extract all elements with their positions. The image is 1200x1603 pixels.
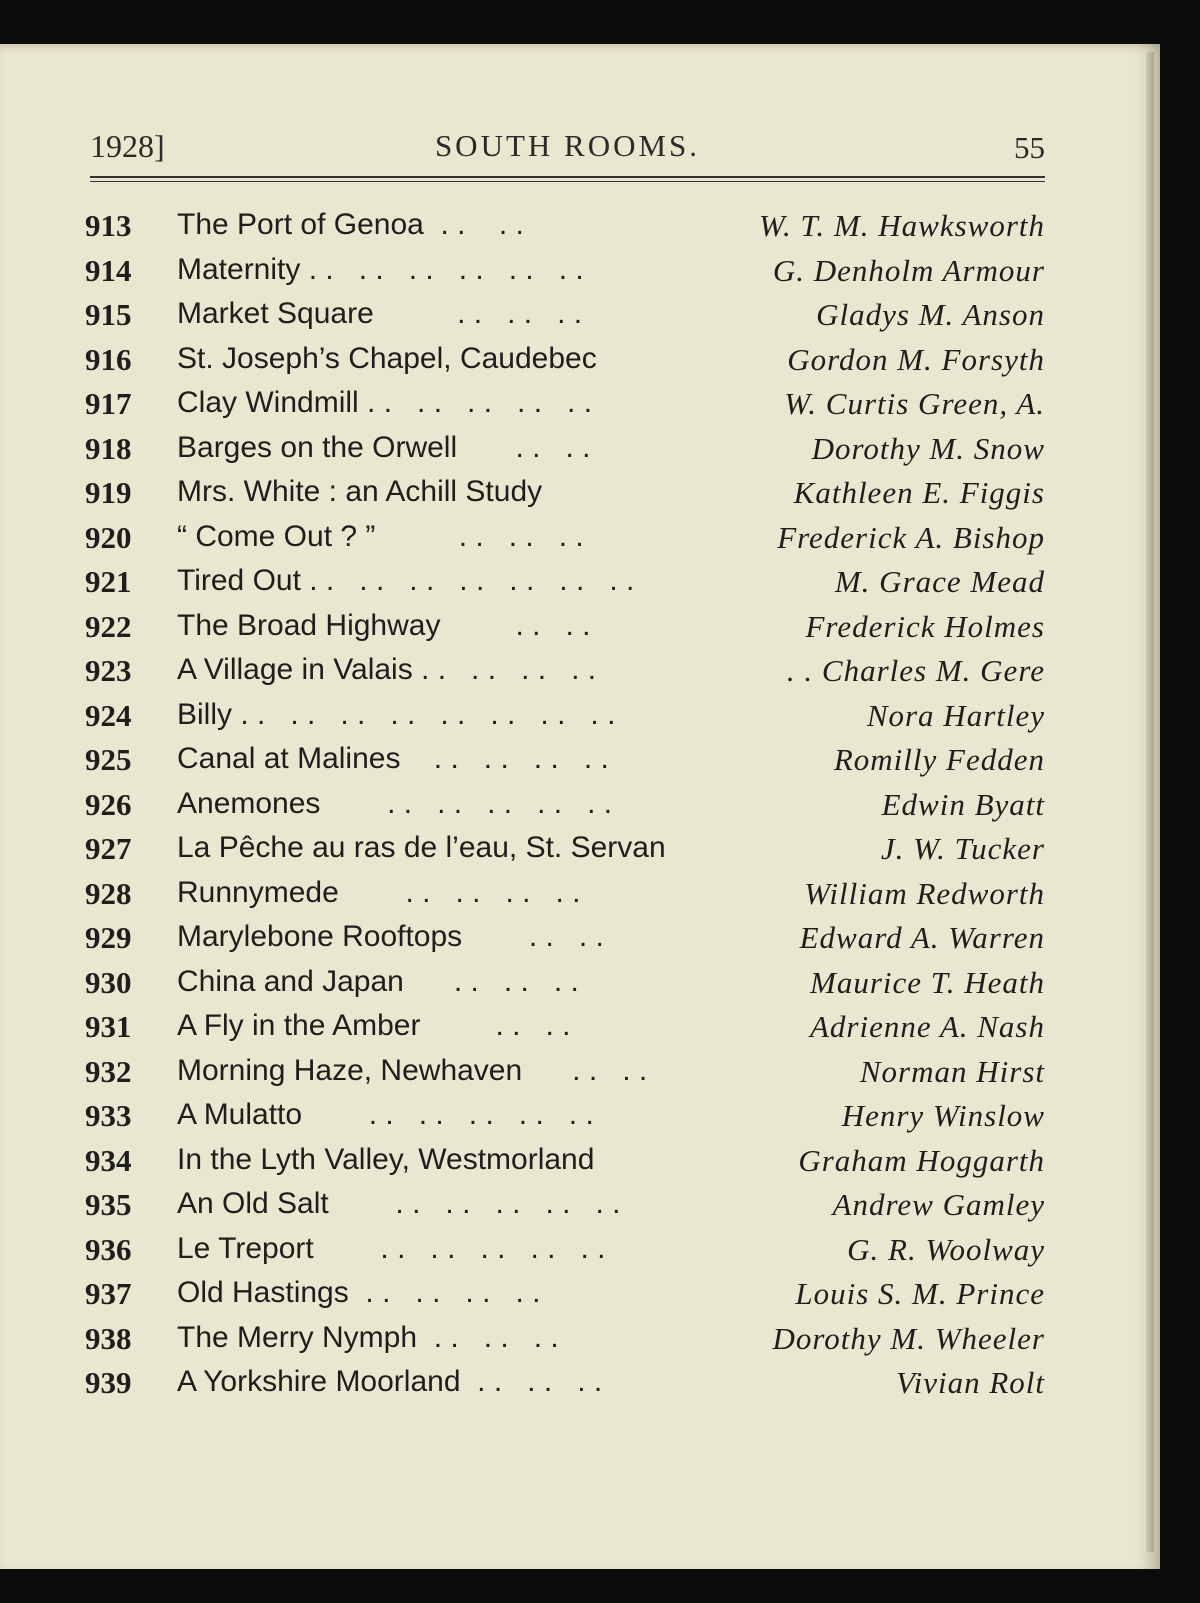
catalogue-entry (85, 431, 1045, 476)
catalogue-entry (85, 1365, 1045, 1410)
entry-title: Canal at Malines . . . . . . . . (177, 742, 609, 775)
entry-artist: Dorothy M. Snow (811, 430, 1045, 466)
entry-number: 928 (85, 875, 132, 911)
entry-number: 913 (85, 208, 132, 243)
entry-title: Anemones . . . . . . . . . . (177, 786, 613, 820)
catalogue-entry (85, 1232, 1045, 1277)
entry-number: 914 (85, 252, 132, 288)
entry-number: 933 (85, 1098, 132, 1133)
entry-title: Billy . . . . . . . . . . . . . . . . (177, 697, 616, 731)
entry-title: Maternity . . . . . . . . . . . . (177, 252, 584, 286)
catalogue-entry (85, 876, 1045, 921)
catalogue-entry (85, 653, 1045, 698)
entry-number: 937 (85, 1276, 132, 1311)
entry-number: 918 (85, 430, 132, 466)
entry-title: A Yorkshire Moorland . . . . . . (177, 1365, 603, 1398)
catalogue-entry (85, 475, 1045, 520)
entry-title: Barges on the Orwell . . . . (177, 430, 591, 464)
entry-title: St. Joseph’s Chapel, Caudebec (177, 341, 597, 375)
entry-number: 939 (85, 1365, 132, 1400)
entry-number: 923 (85, 653, 132, 688)
entry-title: Le Treport . . . . . . . . . . (177, 1231, 606, 1265)
entry-artist: W. T. M. Hawksworth (759, 208, 1045, 243)
catalogue-entries (85, 208, 1045, 1410)
catalogue-entry (85, 609, 1045, 654)
catalogue-entry (85, 342, 1045, 387)
catalogue-entry (85, 787, 1045, 832)
entry-number: 938 (85, 1320, 132, 1356)
catalogue-entry (85, 1009, 1045, 1054)
entry-title: In the Lyth Valley, Westmorland (177, 1142, 595, 1176)
entry-artist: M. Grace Mead (834, 564, 1045, 599)
entry-artist: Edwin Byatt (881, 786, 1045, 822)
entry-number: 920 (85, 519, 132, 555)
entry-title: A Village in Valais . . . . . . . . (177, 653, 597, 686)
entry-artist: Gordon M. Forsyth (787, 341, 1045, 377)
entry-title: The Broad Highway . . . . (177, 608, 591, 642)
entry-number: 925 (85, 742, 132, 777)
entry-title: A Fly in the Amber . . . . (177, 1009, 571, 1042)
entry-title: The Merry Nymph . . . . . . (177, 1320, 559, 1354)
entry-artist: Edward A. Warren (799, 920, 1045, 955)
entry-number: 916 (85, 341, 132, 377)
header-year: 1928] (90, 128, 165, 164)
entry-title: Morning Haze, Newhaven . . . . (177, 1053, 648, 1087)
entry-number: 931 (85, 1009, 132, 1044)
catalogue-entry (85, 564, 1045, 609)
entry-artist: Maurice T. Heath (810, 964, 1045, 1000)
entry-title: Tired Out . . . . . . . . . . . . . . (177, 564, 635, 597)
entry-number: 917 (85, 386, 132, 421)
entry-artist: Frederick A. Bishop (777, 519, 1045, 555)
entry-artist: . . Charles M. Gere (786, 653, 1045, 688)
catalogue-entry (85, 831, 1045, 876)
entry-number: 915 (85, 297, 132, 332)
entry-number: 926 (85, 786, 132, 822)
catalogue-entry (85, 208, 1045, 253)
catalogue-entry (85, 698, 1045, 743)
catalogue-entry (85, 297, 1045, 342)
entry-artist: William Redworth (804, 875, 1045, 911)
entry-artist: Gladys M. Anson (816, 297, 1045, 332)
page-edge (1146, 52, 1154, 1552)
catalogue-entry (85, 1054, 1045, 1099)
catalogue-entry (85, 920, 1045, 965)
entry-artist: J. W. Tucker (880, 831, 1045, 866)
header-rule (90, 176, 1045, 182)
entry-title: Market Square . . . . . . (177, 297, 583, 330)
running-head (90, 128, 1045, 168)
catalogue-entry (85, 1098, 1045, 1143)
entry-artist: Adrienne A. Nash (810, 1009, 1045, 1044)
catalogue-entry (85, 253, 1045, 298)
entry-artist: Frederick Holmes (805, 608, 1045, 644)
entry-artist: W. Curtis Green, A. (784, 386, 1045, 421)
entry-artist: Henry Winslow (841, 1098, 1045, 1133)
entry-title: A Mulatto . . . . . . . . . . (177, 1098, 594, 1131)
entry-artist: Nora Hartley (866, 697, 1045, 733)
entry-number: 935 (85, 1187, 132, 1222)
entry-number: 919 (85, 475, 132, 510)
entry-title: Marylebone Rooftops . . . . (177, 920, 604, 953)
catalogue-entry (85, 520, 1045, 565)
catalogue-entry (85, 386, 1045, 431)
entry-number: 927 (85, 831, 132, 866)
entry-number: 936 (85, 1231, 132, 1267)
entry-number: 922 (85, 608, 132, 644)
entry-number: 924 (85, 697, 132, 733)
entry-title: “ Come Out ? ” . . . . . . (177, 519, 584, 553)
page-number: 55 (1014, 130, 1045, 165)
entry-artist: Kathleen E. Figgis (793, 475, 1045, 510)
entry-title: China and Japan . . . . . . (177, 964, 579, 998)
entry-artist: G. R. Woolway (847, 1231, 1045, 1267)
entry-title: The Port of Genoa . . . . (177, 208, 524, 241)
catalogue-entry (85, 742, 1045, 787)
entry-title: Clay Windmill . . . . . . . . . . (177, 386, 593, 419)
entry-number: 921 (85, 564, 132, 599)
entry-artist: Romilly Fedden (833, 742, 1045, 777)
entry-artist: Vivian Rolt (895, 1365, 1045, 1400)
entry-title: Runnymede . . . . . . . . (177, 875, 581, 909)
header-title: SOUTH ROOMS. (434, 128, 701, 163)
entry-artist: Graham Hoggarth (798, 1142, 1045, 1178)
entry-artist: Dorothy M. Wheeler (772, 1320, 1045, 1356)
entry-artist: Andrew Gamley (832, 1187, 1045, 1222)
entry-title: Mrs. White : an Achill Study (177, 475, 543, 508)
entry-title: An Old Salt . . . . . . . . . . (177, 1187, 621, 1220)
entry-number: 929 (85, 920, 132, 955)
catalogue-entry (85, 965, 1045, 1010)
entry-title: Old Hastings . . . . . . . . (177, 1276, 541, 1309)
entry-number: 930 (85, 964, 132, 1000)
entry-number: 932 (85, 1053, 132, 1089)
entry-artist: Louis S. M. Prince (795, 1276, 1045, 1311)
catalogue-entry (85, 1321, 1045, 1366)
entry-artist: Norman Hirst (859, 1053, 1045, 1089)
entry-title: La Pêche au ras de l’eau, St. Servan (177, 831, 666, 864)
entry-number: 934 (85, 1142, 132, 1178)
catalogue-entry (85, 1143, 1045, 1188)
catalogue-entry (85, 1276, 1045, 1321)
catalogue-entry (85, 1187, 1045, 1232)
entry-artist: G. Denholm Armour (772, 252, 1045, 288)
